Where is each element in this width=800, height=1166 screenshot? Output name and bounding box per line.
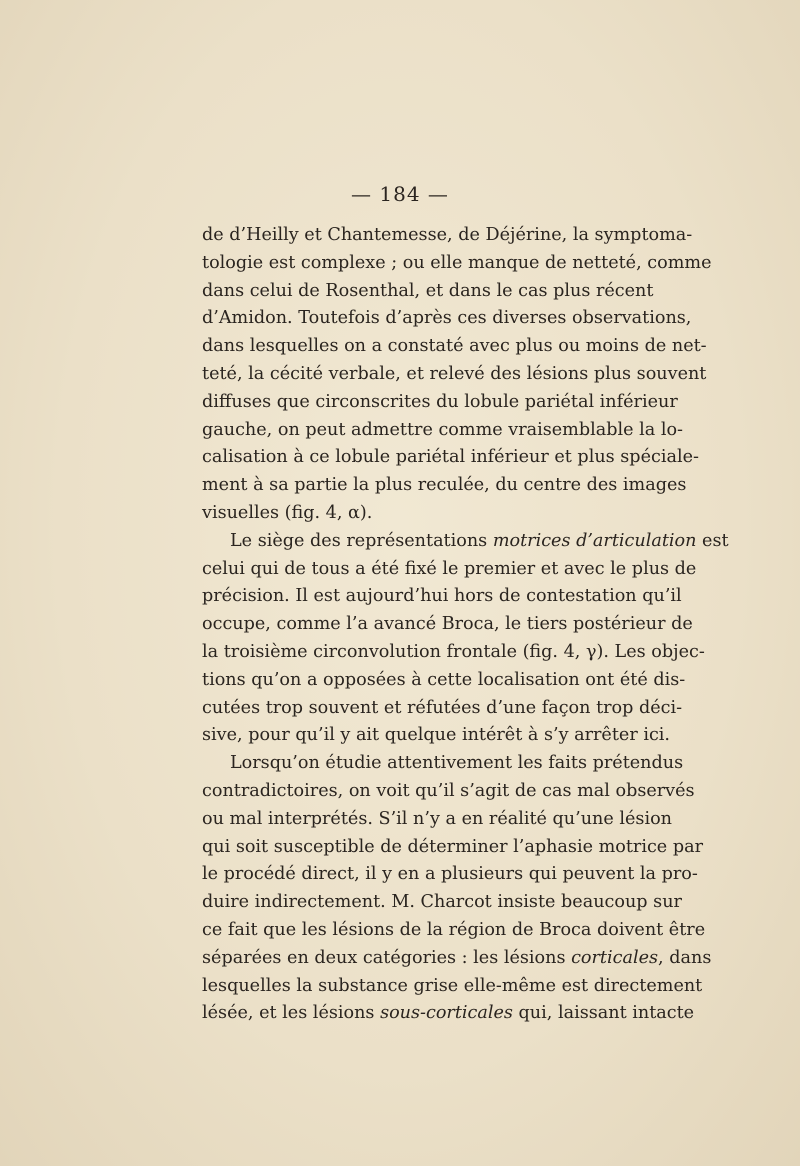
text-line: teté, la cécité verbale, et relevé des lésions plus souvent bbox=[202, 363, 707, 384]
text-line: la troisième circonvolution frontale (fig. 4, γ). Les objec- bbox=[202, 641, 705, 662]
text-line: visuelles (fig. 4, α). bbox=[202, 502, 373, 523]
italic-term: motrices d’articulation bbox=[492, 530, 697, 551]
text-line: ce fait que les lésions de la région de Broca doivent être bbox=[202, 919, 706, 940]
text-line: qui soit susceptible de déterminer l’aphasie motrice par bbox=[202, 836, 703, 857]
text-line: calisation à ce lobule pariétal inférieur et plus spéciale- bbox=[202, 447, 699, 468]
text-line: ment à sa partie la plus reculée, du centre des images bbox=[202, 475, 687, 496]
page-number: — 184 — bbox=[351, 182, 449, 206]
text-line: contradictoires, on voit qu’il s’agit de cas mal observés bbox=[202, 780, 695, 801]
text-line: gauche, on peut admettre comme vraisemblable la lo- bbox=[202, 419, 684, 440]
text-line bbox=[202, 1000, 695, 1028]
text-fragment: lésée, et les lésions bbox=[202, 1003, 381, 1024]
text-fragment: Le siège des représentations bbox=[230, 530, 493, 551]
text-line: lesquelles la substance grise elle-même est directement bbox=[202, 975, 703, 996]
text-line: dans lesquelles on a constaté avec plus ou moins de net- bbox=[202, 336, 707, 357]
text-line: de d’Heilly et Chantemesse, de Déjérine, la symptoma- bbox=[202, 225, 693, 245]
body-text bbox=[202, 222, 729, 1028]
text-line: ou mal interprétés. S’il n’y a en réalité qu’une lésion bbox=[202, 808, 673, 829]
text-fragment: est bbox=[696, 530, 729, 551]
text-line: tions qu’on a opposées à cette localisation ont été dis- bbox=[202, 669, 686, 690]
text-line: celui qui de tous a été fixé le premier et avec le plus de bbox=[202, 558, 697, 579]
text-fragment: qui, laissant intacte bbox=[512, 1003, 695, 1024]
text-line: d’Amidon. Toutefois d’après ces diverses observations, bbox=[202, 308, 692, 329]
text-fragment: , dans bbox=[658, 947, 712, 968]
text-line: diffuses que circonscrites du lobule pariétal inférieur bbox=[202, 391, 678, 412]
text-line: occupe, comme l’a avancé Broca, le tiers postérieur de bbox=[202, 614, 693, 635]
text-line: cutées trop souvent et réfutées d’une façon trop déci- bbox=[202, 697, 683, 718]
text-line-paragraph-start: Lorsqu’on étudie attentivement les faits prétendus bbox=[230, 753, 684, 774]
text-line-paragraph-start bbox=[202, 528, 729, 556]
text-line: duire indirectement. M. Charcot insiste beaucoup sur bbox=[202, 892, 682, 913]
text-line bbox=[202, 945, 712, 973]
text-line: tologie est complexe ; ou elle manque de netteté, comme bbox=[202, 252, 712, 273]
text-line: sive, pour qu’il y ait quelque intérêt à s’y arrêter ici. bbox=[202, 725, 671, 746]
italic-term: sous-corticales bbox=[380, 1003, 513, 1024]
italic-term: corticales bbox=[571, 947, 659, 968]
text-line: dans celui de Rosenthal, et dans le cas plus récent bbox=[202, 280, 654, 301]
text-line: précision. Il est aujourd’hui hors de contestation qu’il bbox=[202, 586, 682, 607]
text-fragment: séparées en deux catégories : les lésions bbox=[202, 947, 572, 968]
text-line: le procédé direct, il y en a plusieurs qui peuvent la pro- bbox=[202, 864, 698, 885]
